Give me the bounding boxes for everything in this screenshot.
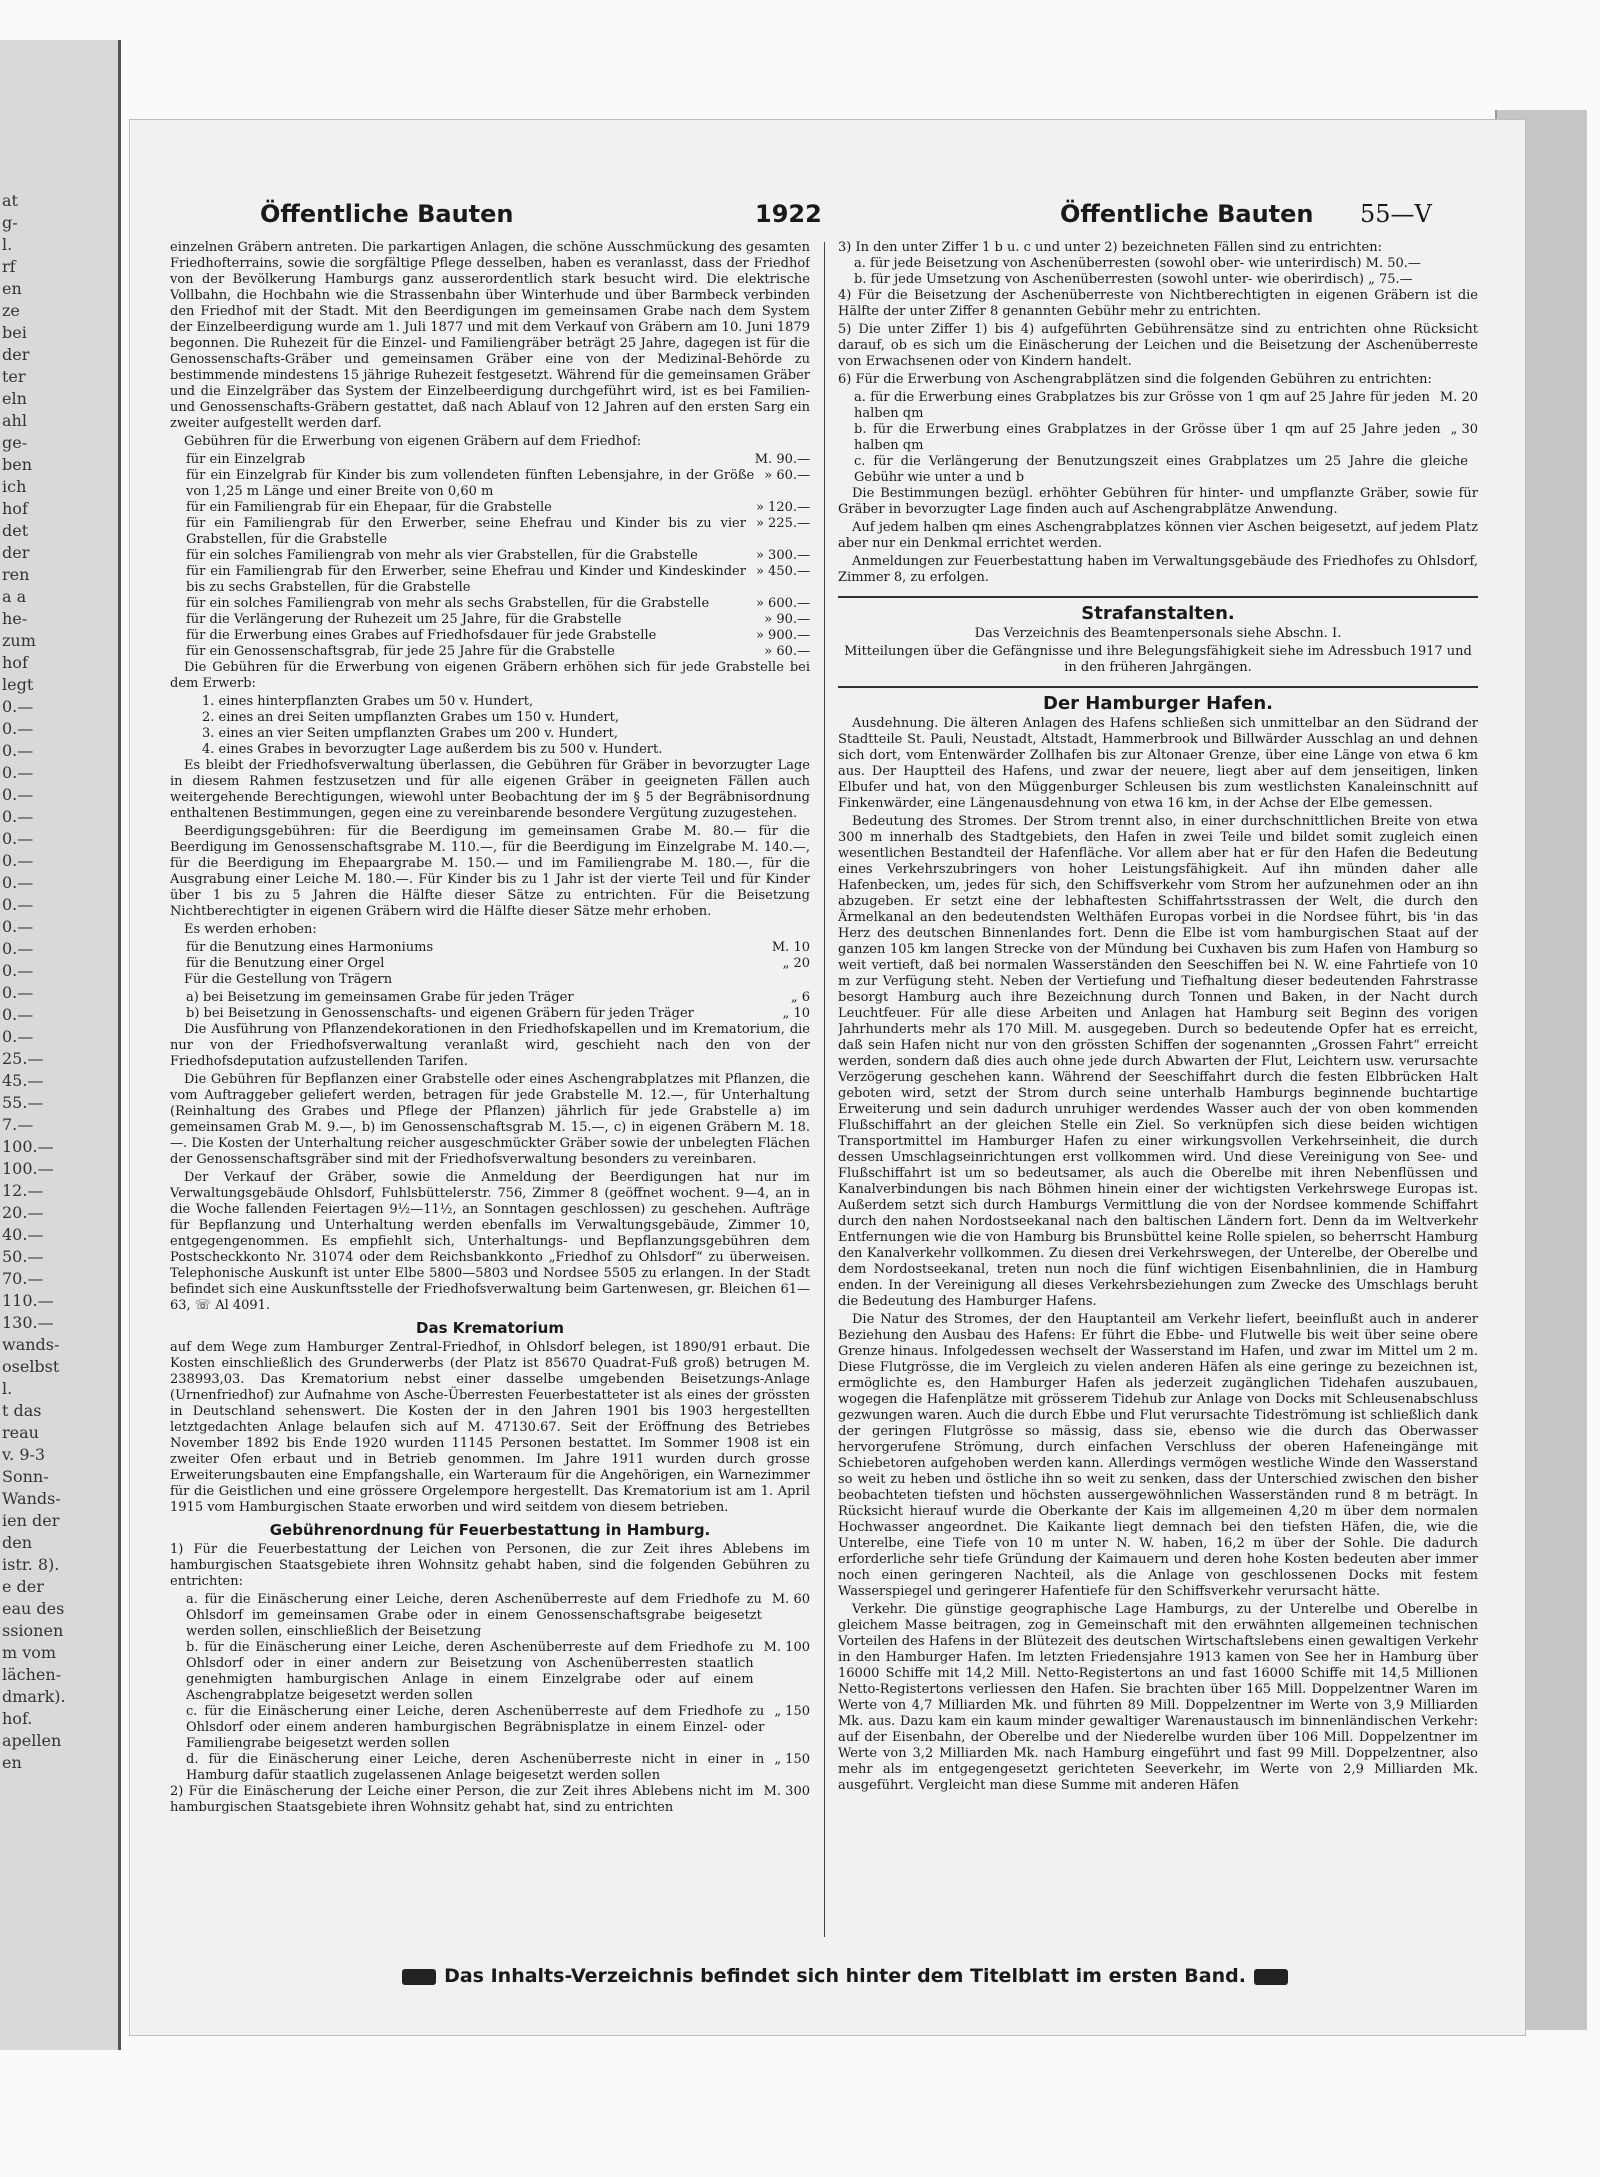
margin-fragment: oselbst [2, 1357, 60, 1376]
fee-label: a. für die Erwerbung eines Grabplatzes bis zur Grösse von 1 qm auf 25 Jahre für jeden halben qm [854, 390, 1430, 421]
fee-amount: M. 90.— [754, 452, 810, 467]
fee-amount: „ 150 [774, 1704, 810, 1719]
margin-fragment: a a [2, 587, 27, 606]
fee-row [170, 468, 810, 500]
krematorium-heading: Das Krematorium [416, 1319, 564, 1337]
margin-fragment: eln [2, 389, 27, 408]
gebuehren-2 [170, 1784, 810, 1816]
fee-row [170, 452, 810, 468]
margin-fragment: ssionen [2, 1621, 64, 1640]
bepflanzen-paragraph: Die Gebühren für Bepflanzen einer Grabstelle oder eines Aschengrabplatzes mit Pflanzen, die vom Auftraggeber geliefert werden, betragen für jede Grabstelle M. 12.—, für Unterhaltung (Reinhaltung des Grabes und Pflege der Pflanzen) jährlich für jede Grabstelle a) im gemeinsamen Grab M. 9.—, b) im Genossenschaftsgrab M. 15.—, c) in eigenen Gräbern M. 18.—. Die Kosten der Unterhaltung reicher ausgeschmückter Gräber sowie der unbelegten Flächen der Genossenschaftsgräber sind mit der Friedhofsverwaltung besonders zu vereinbaren. [170, 1072, 810, 1167]
margin-fragment: hof. [2, 1709, 33, 1728]
fee-amount: M. 300 [763, 1784, 810, 1799]
traeger-list [170, 990, 810, 1022]
margin-fragment: 100.— [2, 1137, 54, 1156]
increase-item: 2. eines an drei Seiten umpflanzten Grabes um 150 v. Hundert, [202, 710, 619, 725]
increase-item: 1. eines hinterpflanzten Grabes um 50 v. Hundert, [202, 694, 534, 709]
margin-fragment: he- [2, 609, 28, 628]
margin-fragment: ben [2, 455, 33, 474]
fee-row [170, 940, 810, 956]
fee-label: b) bei Beisetzung in Genossenschafts- und eigenen Gräbern für jeden Träger [186, 1006, 694, 1021]
page-number: 55—V [1360, 200, 1432, 228]
margin-fragment: 0.— [2, 873, 34, 892]
margin-fragment: 40.— [2, 1225, 44, 1244]
margin-fragment: der [2, 345, 30, 364]
fee-row [170, 1704, 810, 1752]
fee-label: für ein Genossenschaftsgrab, für jede 25 Jahre für die Grabstelle [186, 644, 615, 659]
fee-label: für ein Familiengrab für den Erwerber, seine Ehefrau und Kinder und Kindeskinder bis zu sechs Grabstellen, für die Grabstelle [186, 564, 746, 595]
intro-paragraph: einzelnen Gräbern antreten. Die parkartigen Anlagen, die schöne Ausschmückung des gesamten Friedhofterrains, sowie die sorgfältige Pflege desselben, haben es veranlasst, dass der Friedhof von der Bevölkerung Hamburgs ganz ausserordentlich stark besucht wird. Die elektrische Vollbahn, die Hochbahn wie die Strassenbahn über Winterhude und über Barmbeck verbinden den Friedhof mit der Stadt. Mit den Beerdigungen im gemeinsamen Grabe nach dem System der Einzelbeerdigung wurde am 1. Juli 1877 und mit dem Verkauf von Gräbern am 10. Juni 1879 begonnen. Die Ruhezeit für die Einzel- und Familiengräber beträgt 25 Jahre, dagegen ist für die Genossenschafts-Gräber und gemeinsamen Gräber eine von der Medizinal-Behörde zu bestimmende mindestens 15 jährige Ruhezeit festgesetzt. Während für die gemeinsamen Gräber und die Einzelgräber das System der Einzelbeerdigung durchgeführt wird, ist es bei Familien- und Genossenschafts-Gräbern gestattet, daß nach Ablauf von 12 Jahren auf den ersten Sarg ein zweiter aufgestellt werden darf. [170, 240, 810, 431]
margin-fragment: legt [2, 675, 34, 694]
fee-label: für die Verlängerung der Ruhezeit um 25 Jahre, für die Grabstelle [186, 612, 622, 627]
fees-title: Gebühren für die Erwerbung von eigenen Gräbern auf dem Friedhof: [184, 434, 642, 449]
margin-fragment: 50.— [2, 1247, 44, 1266]
margin-fragment: 100.— [2, 1159, 54, 1178]
margin-fragment: l. [2, 235, 13, 254]
fee-amount: M. 100 [763, 1640, 810, 1655]
margin-fragment: hof [2, 653, 28, 672]
fee-label: für die Erwerbung eines Grabes auf Friedhofsdauer für jede Grabstelle [186, 628, 657, 643]
margin-fragment: ich [2, 477, 27, 496]
margin-fragment: 0.— [2, 917, 34, 936]
margin-fragment: reau [2, 1423, 39, 1442]
fee-amount: » 900.— [755, 628, 810, 643]
natur-paragraph: Die Natur des Stromes, der den Hauptanteil am Verkehr liefert, beeinflußt auch in anderer Beziehung den Ausbau des Hafens: Er führt die Ebbe- und Flutwelle bis weit über seine obere Grenze hinaus. Infolgedessen wechselt der Wasserstand im Hafen, und zwar im Mittel um 2 m. Diese Flutgrösse, die im Vergleich zu vielen anderen Häfen als eine geringe zu bezeichnen ist, ermöglichte es, den Hamburger Hafen als jederzeit zugänglichen Tidehafen auszubauen, wogegen die Hafenplätze mit grösserem Tidehub zur Anlage von Docks mit Schleusenabschluss gezwungen waren. Auch die durch Ebbe und Flut verursachte Tideströmung ist schließlich dank der geringen Flutgrösse so mässig, dass sie, ebenso wie die durch das Oberwasser hervorgerufene Strömung, durch einfachen Verschluss der oberen Hafeneingänge mit Schiebetoren aufgehoben werden kann. Allerdings vermögen westliche Winde den Wasserstand so weit zu heben und östliche ihn so weit zu senken, dass der Unterschied zwischen den bisher beobachteten tiefsten und höchsten aussergewöhnlichen Wasserständen rund 8 m beträgt. In Rücksicht hierauf wurde die Oberkante der Kais im allgemeinen 4,20 m über dem normalen Hochwasser angeordnet. Die Kaikante liegt demnach bei den tiefsten Häfen, die, wie die Unterelbe, eine Tiefe von 10 m unter N. W. haben, 16,2 m über der Sohle. Die dadurch erforderliche sehr tiefe Gründung der Kaimauern und deren hohe Kosten bedeuten aber immer noch einen geringeren Nachteil, als die Anlage von geschlossenen Docks mit festem Wasserspiegel und geringerer Hafentiefe für den Schiffsverkehr verursacht hätte. [838, 1312, 1478, 1599]
fee-row [838, 422, 1478, 454]
margin-fragment: v. 9-3 [2, 1445, 46, 1464]
fee-amount: M. 60 [771, 1592, 810, 1607]
margin-fragment: bei [2, 323, 27, 342]
previous-page-fragments [2, 190, 112, 1774]
margin-fragment: 0.— [2, 983, 34, 1002]
fee-label: a) bei Beisetzung im gemeinsamen Grabe für jeden Träger [186, 990, 574, 1005]
margin-fragment: ge- [2, 433, 28, 452]
margin-fragment: en [2, 279, 22, 298]
margin-fragment: Wands- [2, 1489, 61, 1508]
ausdehnung-paragraph: Ausdehnung. Die älteren Anlagen des Hafens schließen sich unmittelbar an den Südrand der Stadtteile St. Pauli, Neustadt, Altstadt, Hammerbrook und Billwärder Ausschlag an und dehnen sich dort, vom Entenwärder Zollhafen bis zur Altonaer Grenze, über eine Länge von etwa 6 km aus. Der Hauptteil des Hafens, und zwar der neuere, liegt aber auf dem jenseitigen, linken Elbufer und hat, von den Müggenburger Schleusen bis zum westlichsten Kanaleinschnitt auf Finkenwärder, eine Längenausdehnung von etwa 16 km, in der Achse der Elbe gemessen. [838, 716, 1478, 811]
fee-amount: „ 150 [774, 1752, 810, 1767]
fee-row [170, 956, 810, 972]
margin-fragment: 0.— [2, 697, 34, 716]
fee-amount: » 120.— [755, 500, 810, 515]
fee-amount: » 60.— [764, 468, 810, 483]
margin-fragment: ze [2, 301, 20, 320]
strafanstalten-heading: Strafanstalten. [838, 596, 1478, 622]
margin-fragment: 130.— [2, 1313, 54, 1332]
fee-amount: „ 6 [790, 990, 810, 1005]
pflanzen-paragraph: Die Ausführung von Pflanzendekorationen in den Friedhofskapellen und im Krematorium, die nur von der Friedhofsverwaltung veranlaßt wird, geschieht nach den von der Friedhofsdeputation aufzustellenden Tarifen. [170, 1022, 810, 1069]
fee-row [170, 500, 810, 516]
margin-fragment: en [2, 1753, 22, 1772]
verkehr-paragraph: Verkehr. Die günstige geographische Lage Hamburgs, zu der Unterelbe und Oberelbe in gleichem Masse beitragen, zog in Gemeinschaft mit den erwähnten allgemeinen technischen Vorteilen des Hafens in der Blütezeit des deutschen Wirtschaftslebens einen gewaltigen Verkehr in den Hamburger Hafen. Im letzten Friedensjahre 1913 kamen von See her in Hamburg über 16000 Schiffe mit 14,2 Mill. Netto-Registertons an und fast 16000 Schiffe mit 14,5 Millionen Netto-Registertons verliessen den Hafen. Sie brachten über 165 Mill. Doppelzentner Waren im Werte von 4,7 Milliarden Mk. und führten 89 Mill. Doppelzentner im Werte von 3,9 Milliarden Mk. aus. Dazu kam ein kaum minder gewaltiger Warenaustausch im binnenländischen Verkehr: auf der Eisenbahn, der Oberelbe und der Niederelbe wurden über 106 Mill. Doppelzentner im Werte von 3,2 Milliarden Mk. nach Hamburg eingeführt und fast 99 Mill. Doppelzentner, also mehr als im entgegengesetzt gerichteten Seeverkehr, im Werte von 2,9 Milliarden Mk. ausgeführt. Vergleicht man diese Summe mit anderen Häfen [838, 1602, 1478, 1793]
gebuehren-intro: 1) Für die Feuerbestattung der Leichen von Personen, die zur Zeit ihres Ablebens im hamburgischen Staatsgebiete ihren Wohnsitz gehabt haben, sind die folgenden Gebühren zu entrichten: [170, 1542, 810, 1589]
fee-row [170, 628, 810, 644]
bestimmungen-paragraph: Die Bestimmungen bezügl. erhöhter Gebühren für hinter- und umpflanzte Gräber, sowie für Gräber in bevorzugter Lage finden auch auf Aschengrabplätze Anwendung. [838, 486, 1478, 517]
margin-fragment: l. [2, 1379, 13, 1398]
margin-fragment: 0.— [2, 763, 34, 782]
fee-row [170, 1752, 810, 1784]
increase-item: 3. eines an vier Seiten umpflanzten Grabes um 200 v. Hundert, [202, 726, 618, 741]
margin-fragment: Sonn- [2, 1467, 49, 1486]
item-3-line: a. für jede Beisetzung von Aschenüberresten (sowohl ober- wie unterirdisch) M. 50.— [854, 256, 1421, 271]
strafanstalten-text-2: Mitteilungen über die Gefängnisse und ihre Belegungsfähigkeit siehe im Adressbuch 1917 und in den früheren Jahrgängen. [844, 644, 1472, 675]
fee-label: für ein Einzelgrab [186, 452, 306, 467]
margin-fragment: 0.— [2, 961, 34, 980]
margin-fragment: rf [2, 257, 16, 276]
margin-fragment: eau des [2, 1599, 65, 1618]
document-page [130, 120, 1525, 2035]
header-year: 1922 [755, 200, 822, 228]
fee-row [838, 454, 1478, 486]
right-column [838, 240, 1478, 1980]
margin-fragment: 0.— [2, 719, 34, 738]
fee-label: für ein solches Familiengrab von mehr als vier Grabstellen, für die Grabstelle [186, 548, 698, 563]
item-5: 5) Die unter Ziffer 1) bis 4) aufgeführten Gebührensätze sind zu entrichten ohne Rücksicht darauf, ob es sich um die Einäscherung der Leichen und die Beisetzung der Aschenüberreste von Erwachsenen oder von Kindern handelt. [838, 322, 1478, 369]
fee-label: für ein Familiengrab für den Erwerber, seine Ehefrau und Kinder bis zu vier Grabstellen, für die Grabstelle [186, 516, 746, 547]
anmeldung-paragraph: Anmeldungen zur Feuerbestattung haben im Verwaltungsgebäude des Friedhofes zu Ohlsdorf, Zimmer 8, zu erfolgen. [838, 554, 1478, 585]
fee-label: b. für die Erwerbung eines Grabplatzes in der Grösse über 1 qm auf 25 Jahre jeden halben qm [854, 422, 1441, 453]
margin-fragment: 0.— [2, 939, 34, 958]
fee-label: für ein Einzelgrab für Kinder bis zum vollendeten fünften Lebensjahre, in der Größe von 1,25 m Länge und einer Breite von 0,60 m [186, 468, 755, 499]
fee-label: für ein Familiengrab für ein Ehepaar, für die Grabstelle [186, 500, 552, 515]
fee-row [170, 612, 810, 628]
fee-amount: M. 10 [771, 940, 810, 955]
margin-fragment: ahl [2, 411, 27, 430]
running-header [170, 200, 1480, 240]
fee-row [838, 390, 1478, 422]
fee-label: 2) Für die Einäscherung der Leiche einer Person, die zur Zeit ihres Ablebens nicht im hamburgischen Staatsgebiete ihren Wohnsitz gehabt hat, sind zu entrichten [170, 1784, 754, 1815]
krematorium-paragraph: auf dem Wege zum Hamburger Zentral-Friedhof, in Ohlsdorf belegen, ist 1890/91 erbaut. Die Kosten einschließlich des Grunderwerbs (der Platz ist 85670 Quadrat-Fuß groß) betrugen M. 238993,03. Das Krematorium nebst einer dasselbe umgebenden Beisetzungs-Anlage (Urnenfriedhof) zur Aufnahme von Asche-Überresten Feuerbestatteter ist als eines der grössten in Deutschland sehenswert. Die Kosten der in den Jahren 1901 bis 1903 hergestellten letztgedachten Anlage belaufen sich auf M. 47130.67. Seit der Eröffnung des Betriebes November 1892 bis Ende 1920 wurden 11145 Personen bestattet. Im Sommer 1908 ist ein zweiter Ofen erbaut und in Betrieb genommen. Im Jahre 1911 wurden durch grosse Erweiterungsbauten eine Empfangshalle, ein Warteraum für die Angehörigen, ein Warnezimmer für die Geistlichen und eine grössere Orgelempore hergestellt. Das Krematorium ist am 1. April 1915 vom Hamburgischen Staate erworben und wird seitdem von diesem betrieben. [170, 1340, 810, 1515]
gebuehren-heading: Gebührenordnung für Feuerbestattung in Hamburg. [269, 1521, 711, 1539]
page-content [170, 200, 1480, 2000]
traeger-title: Für die Gestellung von Trägern [184, 972, 393, 987]
fee-amount: „ 30 [1450, 422, 1478, 437]
fee-amount: » 600.— [755, 596, 810, 611]
column-divider [824, 242, 825, 1937]
increase-item: 4. eines Grabes in bevorzugter Lage außerdem bis zu 500 v. Hundert. [202, 742, 663, 757]
fee-amount: » 60.— [764, 644, 810, 659]
fee-row [170, 1592, 810, 1640]
margin-fragment: t das [2, 1401, 42, 1420]
margin-fragment: 25.— [2, 1049, 44, 1068]
margin-fragment: 0.— [2, 1027, 34, 1046]
margin-fragment: 0.— [2, 829, 34, 848]
verkauf-paragraph: Der Verkauf der Gräber, sowie die Anmeldung der Beerdigungen hat nur im Verwaltungsgebäude Ohlsdorf, Fuhlsbüttelerstr. 756, Zimmer 8 (geöffnet wochent. 9—4, an in die Woche fallenden Feiertagen 9½—11½, an Sonntagen geschlossen) zu geschehen. Aufträge für Bepflanzung und Unterhaltung werden ebenfalls im Verwaltungsgebäude, Zimmer 10, entgegengenommen. Es empfiehlt sich, Unterhaltungs- und Bepflanzungsgebühren dem Postscheckkonto Nr. 31074 oder dem Reichsbankkonto „Friedhof zu Ohlsdorf“ zu überweisen. Telephonische Auskunft ist unter Elbe 5800—5803 und Nordsee 5505 zu erlangen. In der Stadt befindet sich eine Auskunftsstelle der Friedhofsverwaltung beim Gartenwesen, gr. Bleichen 61—63, ☏ Al 4091. [170, 1170, 810, 1313]
pointing-hand-icon [1254, 1969, 1288, 1985]
margin-fragment: wands- [2, 1335, 60, 1354]
previous-page-edge [0, 40, 121, 2050]
hafen-heading: Der Hamburger Hafen. [838, 686, 1478, 712]
bedeutung-paragraph: Bedeutung des Stromes. Der Strom trennt also, in einer durchschnittlichen Breite von etwa 300 m innerhalb des Stadtgebiets, den Hafen in zwei Teile und bildet somit zugleich einen wesentlichen Bestandteil der Hafenfläche. Vor allem aber hat er für den Hafen die Bedeutung eines Verkehrszubringers von hoher Leistungsfähigkeit. Auf ihn münden daher alle Hafenbecken, um, jedes für sich, den Schiffsverkehr vom Strom her aufzunehmen oder an ihn abzugeben. Er setzt eine der lebhaftesten Schiffahrtsstrassen der Welt, die durch den Ärmelkanal an den bedeutendsten Welthäfen Europas vorbei in die Nordsee führt, bis 'in das Herz des deutschen Binnenlandes fort. Denn die Elbe ist vom hamburgischen Staat auf der ganzen 105 km langen Strecke von der Mündung bei Cuxhaven bis zum Hafen von Hamburg so weit vertieft, daß bei normalen Wasserständen den Seeschiffen bei N. W. eine Fahrtiefe von 10 m zur Verfügung steht. Neben der Vertiefung und Tiefhaltung dieser bedeutenden Fahrstrasse besorgt Hamburg auch ihre Bezeichnung durch Tonnen und Baken, in der Nacht durch Leuchtfeuer. Für alle diese Arbeiten und Anlagen hat Hamburg seit Beginn des vorigen Jahrhunderts mehr als 170 Mill. M. ausgegeben. Durch so bedeutende Opfer hat es erreicht, daß sein Hafen nicht nur von den grössten Schiffen der sogenannten „Grossen Fahrt“ erreicht werden, sondern daß dies auch ohne jede durch Abwarten der Flut, Leichtern usw. verursachte Verzögerung geschehen kann. Während der Seeschiffahrt durch die festen Elbbrücken Halt geboten wird, setzt der Strom durch seine unterhalb Hamburgs beginnende buchtartige Erweiterung und sein dadurch unruhiger werdendes Wasser auch der von oben kommenden Flußschiffahrt an der gleichen Stelle ein Ziel. So verknüpfen sich diese beiden wichtigen Transportmittel im Hamburger Hafen zu einer wirkungsvollen Verkehrseinheit, die durch dessen Umschlagseinrichtungen erst vollkommen wird. Und diese Vereinigung von See- und Flußschiffahrt ist um so bedeutsamer, als auch die Oberelbe mit ihren Nebenflüssen und Kanalverbindungen bis nach Böhmen hinein einer der wichtigsten Verkehrswege Europas ist. Außerdem setzt sich durch Hamburgs Vermittlung die von der Nordsee kommende Schiffahrt durch den nahen Nordostseekanal nach den baltischen Ländern fort. Denn da im Weltverkehr Entfernungen wie die von Hamburg bis Brunsbüttel keine Rolle spielen, so beherrscht Hamburg den Kanalverkehr vollkommen. Zu diesen drei Verkehrswegen, der Unterelbe, der Oberelbe und dem Nordostseekanal, treten nun noch die fünf wichtigen Eisenbahnlinien, die in Hamburg enden. In der Vereinigung all dieses Verkehrsbeziehungen zum Zwecke des Umschlags beruht die Bedeutung des Hamburger Hafens. [838, 814, 1478, 1309]
item-3-line: b. für jede Umsetzung von Aschenüberresten (sowohl unter- wie oberirdisch) „ 75.— [854, 272, 1413, 287]
fee-label: a. für die Einäscherung einer Leiche, deren Aschenüberreste auf dem Friedhofe zu Ohlsdorf im gemeinsamen Grabe oder in einem Genossenschaftsgrabe beigesetzt werden sollen, einschließlich der Beisetzung [186, 1592, 762, 1639]
margin-fragment: ien der [2, 1511, 60, 1530]
fee-row [170, 516, 810, 548]
margin-fragment: den [2, 1533, 33, 1552]
increase-intro: Die Gebühren für die Erwerbung von eigenen Gräbern erhöhen sich für jede Grabstelle bei dem Erwerb: [170, 660, 810, 691]
margin-fragment: ren [2, 565, 30, 584]
gebuehren-list [170, 1592, 810, 1784]
margin-fragment: 0.— [2, 785, 34, 804]
margin-fragment: hof [2, 499, 28, 518]
margin-fragment: der [2, 543, 30, 562]
margin-fragment: at [2, 191, 18, 210]
increase-list [170, 694, 810, 758]
margin-fragment: zum [2, 631, 36, 650]
erhoben-list [170, 940, 810, 972]
margin-fragment: lächen- [2, 1665, 62, 1684]
footer-note [320, 1965, 1370, 1987]
strafanstalten-text-1: Das Verzeichnis des Beamtenpersonals siehe Abschn. I. [974, 626, 1342, 641]
fee-amount: „ 20 [782, 956, 810, 971]
fee-amount: » 225.— [755, 516, 810, 531]
item-4: 4) Für die Beisetzung der Aschenüberreste von Nichtberechtigten in eigenen Gräbern ist die Hälfte der unter Ziffer 8 genannten Gebühr mehr zu entrichten. [838, 288, 1478, 319]
item-3-line: 3) In den unter Ziffer 1 b u. c und unter 2) bezeichneten Fällen sind zu entrichten: [838, 240, 1382, 255]
header-left-title: Öffentliche Bauten [260, 200, 514, 228]
margin-fragment: 0.— [2, 895, 34, 914]
left-column [170, 240, 810, 1980]
fee-label: für die Benutzung einer Orgel [186, 956, 385, 971]
items-3-list [838, 240, 1478, 288]
margin-fragment: det [2, 521, 29, 540]
margin-fragment: dmark). [2, 1687, 66, 1706]
margin-fragment: g- [2, 213, 18, 232]
margin-fragment: 20.— [2, 1203, 44, 1222]
fee-amount: M. 20 [1439, 390, 1478, 405]
beerdigung-paragraph: Beerdigungsgebühren: für die Beerdigung im gemeinsamen Grabe M. 80.— für die Beerdigung im Genossenschaftsgrabe M. 110.—, für die Beerdigung im Einzelgrabe M. 140.—, für die Beerdigung im Ehepaargrabe M. 150.— und im Familiengrabe M. 180.—, für die Ausgrabung einer Leiche M. 180.—. Für Kinder bis zu 1 Jahr ist der vierte Teil und für Kinder über 1 bis zu 5 Jahren die Hälfte dieser Sätze zu entrichten. Für die Beisetzung Nichtberechtigter in eigenen Gräbern wird die Hälfte dieser Sätze mehr erhoben. [170, 824, 810, 919]
header-right-title: Öffentliche Bauten [1060, 200, 1314, 228]
lage-paragraph: Es bleibt der Friedhofsverwaltung überlassen, die Gebühren für Gräber in bevorzugter Lage in diesem Rahmen festzusetzen und für alle eigenen Gräber in geeigneten Fällen auch weitergehende Berechtigungen, wiewohl unter Beobachtung der im § 5 der Begräbnisordnung enthaltenen Bestimmungen, gegen eine zu vereinbarende besondere Vergütung zuzugestehen. [170, 758, 810, 821]
footer-text: Das Inhalts-Verzeichnis befindet sich hinter dem Titelblatt im ersten Band. [444, 1965, 1246, 1987]
margin-fragment: 7.— [2, 1115, 34, 1134]
margin-fragment: 0.— [2, 851, 34, 870]
qm-paragraph: Auf jedem halben qm eines Aschengrabplatzes können vier Aschen beigesetzt, auf jedem Platz aber nur ein Denkmal errichtet werden. [838, 520, 1478, 551]
fee-amount: „ 10 [782, 1006, 810, 1021]
fee-label: c. für die Verlängerung der Benutzungszeit eines Grabplatzes um 25 Jahre die gleiche Gebühr wie unter a und b [854, 454, 1468, 485]
fee-row [170, 1006, 810, 1022]
margin-fragment: m vom [2, 1643, 57, 1662]
fee-label: für ein solches Familiengrab von mehr als sechs Grabstellen, für die Grabstelle [186, 596, 710, 611]
fee-label: c. für die Einäscherung einer Leiche, deren Aschenüberreste auf dem Friedhofe zu Ohlsdorf oder einem anderen hamburgischen Begräbnisplatze in einem Einzel- oder Familiengrabe beigesetzt werden sollen [186, 1704, 765, 1751]
fee-row [170, 1640, 810, 1704]
margin-fragment: ter [2, 367, 26, 386]
margin-fragment: 110.— [2, 1291, 54, 1310]
margin-fragment: 12.— [2, 1181, 44, 1200]
item-6: 6) Für die Erwerbung von Aschengrabplätzen sind die folgenden Gebühren zu entrichten: [838, 372, 1432, 387]
margin-fragment: 0.— [2, 807, 34, 826]
margin-fragment: apellen [2, 1731, 62, 1750]
fee-row [170, 548, 810, 564]
items-6-list [838, 390, 1478, 486]
margin-fragment: 70.— [2, 1269, 44, 1288]
fee-label: b. für die Einäscherung einer Leiche, deren Aschenüberreste auf dem Friedhofe zu Ohlsdorf oder in einer andern zur Beisetzung von Aschenüberresten staatlich genehmigten hamburgischen Anlage in einem Einzelgrabe oder auf einem Aschengrabplatze beigesetzt werden sollen [186, 1640, 754, 1703]
margin-fragment: istr. 8). [2, 1555, 60, 1574]
fee-amount: » 90.— [764, 612, 810, 627]
fee-row [170, 596, 810, 612]
margin-fragment: 0.— [2, 741, 34, 760]
fee-label: für die Benutzung eines Harmoniums [186, 940, 434, 955]
fee-label: d. für die Einäscherung einer Leiche, deren Aschenüberreste nicht in einer in Hamburg dafür staatlich zugelassenen Anlage beigesetzt werden sollen [186, 1752, 765, 1783]
fees-list [170, 452, 810, 660]
margin-fragment: 45.— [2, 1071, 44, 1090]
fee-amount: » 300.— [755, 548, 810, 563]
pointing-hand-icon [402, 1969, 436, 1985]
fee-amount: » 450.— [755, 564, 810, 579]
margin-fragment: e der [2, 1577, 44, 1596]
erhoben-title: Es werden erhoben: [184, 922, 317, 937]
margin-fragment: 0.— [2, 1005, 34, 1024]
margin-fragment: 55.— [2, 1093, 44, 1112]
fee-row [170, 990, 810, 1006]
fee-row [170, 644, 810, 660]
fee-row [170, 564, 810, 596]
